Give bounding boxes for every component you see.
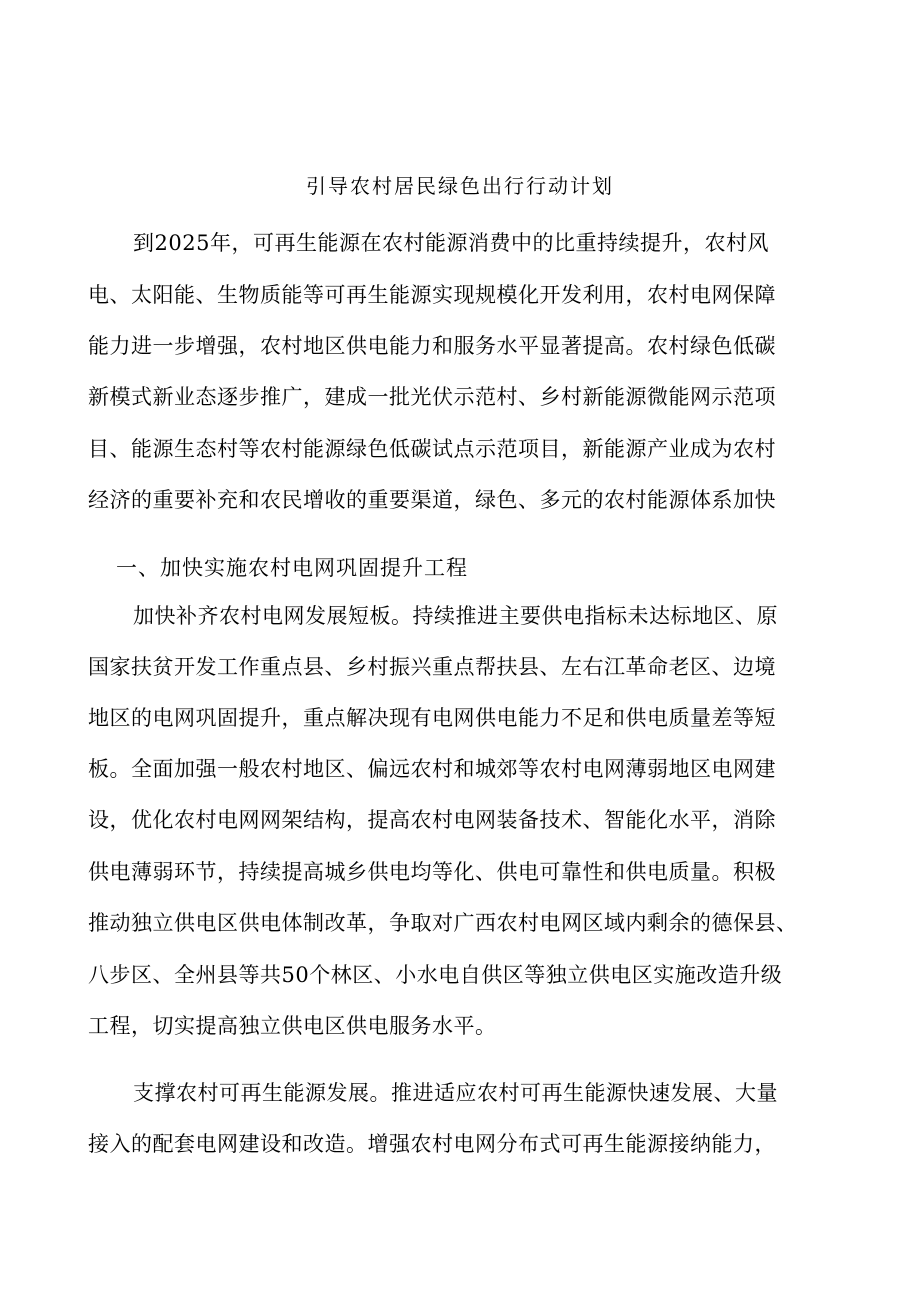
grid-paragraph-line-6: 供电薄弱环节，持续提高城乡供电均等化、供电可靠性和供电质量。积极 <box>88 860 776 884</box>
renewable-paragraph-line-1: 支撑农村可再生能源发展。推进适应农村可再生能源快速发展、大量 <box>133 1081 778 1105</box>
grid-paragraph-line-5: 设，优化农村电网网架结构，提高农村电网装备技术、智能化水平，消除 <box>88 808 776 832</box>
renewable-paragraph-line-2: 接入的配套电网建设和改造。增强农村电网分布式可再生能源接纳能力， <box>88 1132 776 1156</box>
grid-paragraph-line-8: 八步区、全州县等共50个林区、小水电自供区等独立供电区实施改造升级 <box>88 963 783 987</box>
grid-paragraph-line-7: 推动独立供电区供电体制改革，争取对广西农村电网区域内剩余的德保县、 <box>88 911 798 935</box>
intro-line-2: 电、太阳能、生物质能等可再生能源实现规模化开发利用，农村电网保障 <box>88 283 776 307</box>
intro-line-5: 目、能源生态村等农村能源绿色低碳试点示范项目，新能源产业成为农村 <box>88 437 776 461</box>
grid-paragraph-line-4: 板。全面加强一般农村地区、偏远农村和城郊等农村电网薄弱地区电网建 <box>88 757 776 781</box>
intro-line-4: 新模式新业态逐步推广，建成一批光伏示范村、乡村新能源微能网示范项 <box>88 385 776 409</box>
intro-line-1: 到2025年，可再生能源在农村能源消费中的比重持续提升，农村风 <box>133 231 769 255</box>
document-title: 引导农村居民绿色出行行动计划 <box>306 174 614 198</box>
section-heading: 一、加快实施农村电网巩固提升工程 <box>116 556 468 580</box>
grid-paragraph-line-3: 地区的电网巩固提升，重点解决现有电网供电能力不足和供电质量差等短 <box>88 706 776 730</box>
intro-line-6: 经济的重要补充和农民增收的重要渠道，绿色、多元的农村能源体系加快 <box>88 488 776 512</box>
grid-paragraph-line-9: 工程，切实提高独立供电区供电服务水平。 <box>88 1014 497 1038</box>
intro-line-3: 能力进一步增强，农村地区供电能力和服务水平显著提高。农村绿色低碳 <box>88 334 776 358</box>
grid-paragraph-line-1: 加快补齐农村电网发展短板。持续推进主要供电指标未达标地区、原 <box>133 604 778 628</box>
grid-paragraph-line-2: 国家扶贫开发工作重点县、乡村振兴重点帮扶县、左右江革命老区、边境 <box>88 655 776 679</box>
